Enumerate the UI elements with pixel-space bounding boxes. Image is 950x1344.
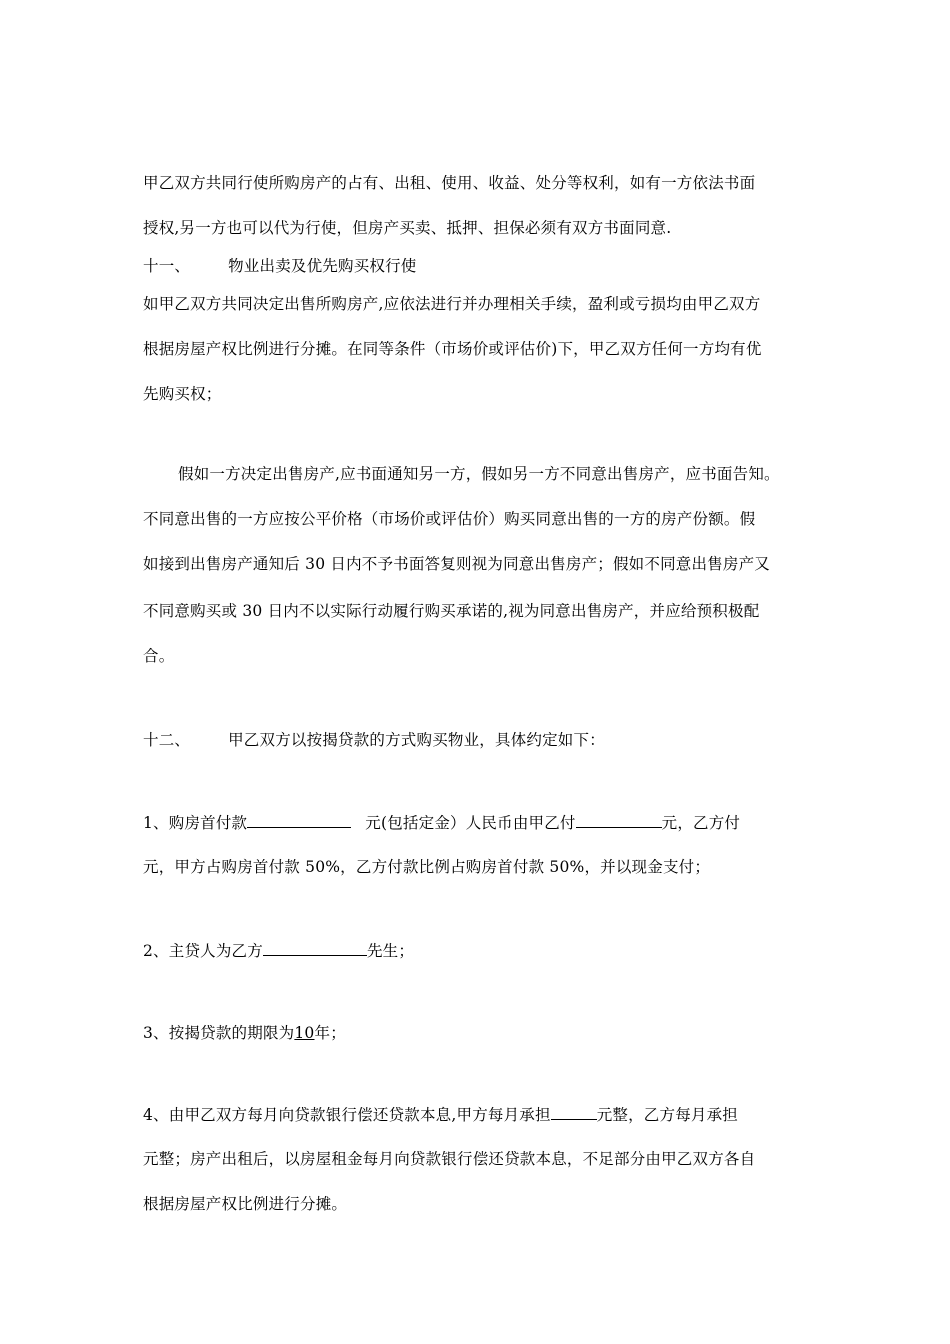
section-12-number: 十二、	[143, 731, 191, 749]
borrower-name-blank	[263, 940, 367, 956]
section-11-p1-line-1: 如甲乙双方共同决定出售所购房产,应依法进行并办理相关手续，盈利或亏损均由甲乙双方	[143, 295, 761, 313]
item-3-label: 3、按揭贷款的期限为	[143, 1024, 295, 1042]
item-1-middle: 元(包括定金）人民币由甲乙付	[365, 814, 576, 832]
item-4-middle: 元整，乙方每月承担	[596, 1106, 739, 1124]
down-payment-blank	[247, 812, 351, 828]
section-11-p1-line-3: 先购买权；	[143, 385, 222, 403]
section-11-p2-line-4: 不同意购买或 30 日内不以实际行动履行购买承诺的,视为同意出售房产，并应给预积极配	[143, 602, 760, 620]
section-12-title: 甲乙双方以按揭贷款的方式购买物业，具体约定如下：	[228, 731, 605, 749]
loan-term-years: 10	[294, 1024, 315, 1042]
item-3-line	[143, 1023, 346, 1043]
item-2-label: 2、主贷人为乙方	[143, 942, 263, 960]
item-4-line-2: 元整；房产出租后，以房屋租金每月向贷款银行偿还贷款本息，不足部分由甲乙双方各自	[143, 1150, 756, 1168]
item-4-label: 4、由甲乙双方每月向贷款银行偿还贷款本息,甲方每月承担	[143, 1106, 551, 1124]
item-4-line-3: 根据房屋产权比例进行分摊。	[143, 1195, 348, 1213]
section-11-p2-line-3: 如接到出售房产通知后 30 日内不予书面答复则视为同意出售房产；假如不同意出售房产又	[143, 555, 770, 573]
section-11-p1-line-2: 根据房屋产权比例进行分摊。在同等条件（市场价或评估价)下，甲乙双方任何一方均有优	[143, 340, 762, 358]
rights-line-1: 甲乙双方共同行使所购房产的占有、出租、使用、收益、处分等权利，如有一方依法书面	[143, 174, 756, 192]
item-2-line	[143, 940, 414, 961]
item-1-line-1	[143, 812, 740, 833]
monthly-payment-blank	[551, 1104, 597, 1120]
section-11-p2-line-1: 假如一方决定出售房产,应书面通知另一方，假如另一方不同意出售房产，应书面告知。	[178, 465, 780, 483]
item-3-end: 年；	[314, 1024, 346, 1042]
section-11-p2-line-2: 不同意出售的一方应按公平价格（市场价或评估价）购买同意出售的一方的房产份额。假	[143, 510, 756, 528]
item-4-line-1	[143, 1104, 738, 1125]
section-11-title: 物业出卖及优先购买权行使	[228, 257, 417, 275]
section-11-number: 十一、	[143, 257, 191, 275]
party-payment-blank	[576, 812, 662, 828]
item-2-end: 先生；	[366, 942, 415, 960]
section-11-p2-line-5: 合。	[143, 647, 175, 665]
item-1-label: 1、购房首付款	[143, 814, 248, 832]
section-12-heading	[143, 730, 605, 750]
item-1-end: 元，乙方付	[661, 814, 741, 832]
rights-line-2: 授权,另一方也可以代为行使，但房产买卖、抵押、担保必须有双方书面同意.	[143, 219, 672, 237]
section-11-heading	[143, 256, 417, 276]
item-1-line-2: 元，甲方占购房首付款 50%，乙方付款比例占购房首付款 50%，并以现金支付；	[143, 858, 711, 876]
